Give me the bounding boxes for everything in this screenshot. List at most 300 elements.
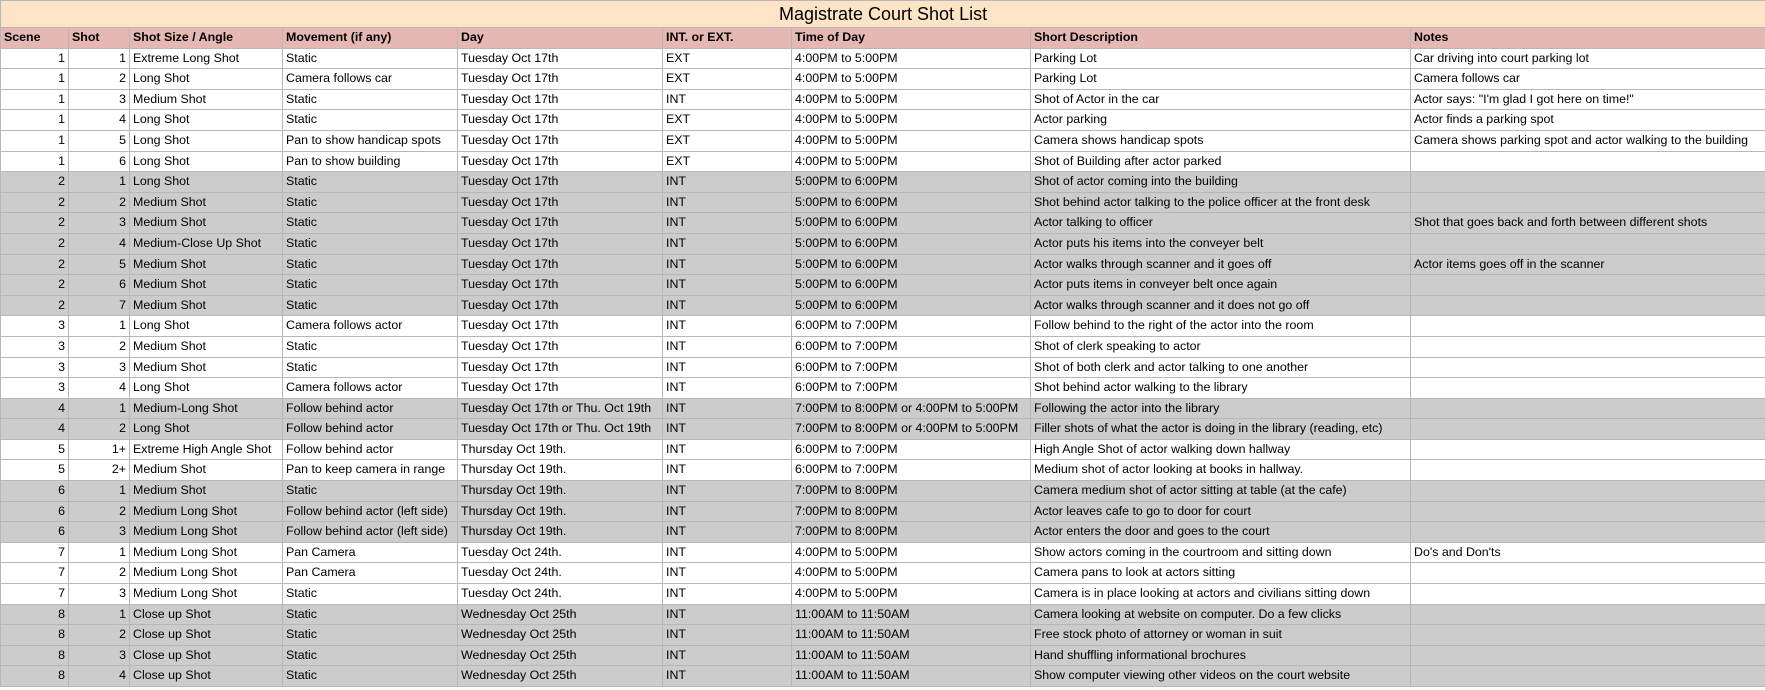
cell-time-of-day[interactable]: 5:00PM to 6:00PM: [792, 172, 1031, 193]
column-header-int-ext[interactable]: INT. or EXT.: [663, 28, 792, 49]
cell-short-description[interactable]: Actor leaves cafe to go to door for court: [1031, 501, 1411, 522]
cell-day[interactable]: Tuesday Oct 17th or Thu. Oct 19th: [458, 398, 663, 419]
cell-notes[interactable]: [1411, 625, 1765, 646]
column-header-movement[interactable]: Movement (if any): [283, 28, 458, 49]
cell-time-of-day[interactable]: 6:00PM to 7:00PM: [792, 357, 1031, 378]
cell-shot[interactable]: 4: [69, 110, 130, 131]
cell-scene[interactable]: 1: [1, 69, 69, 90]
cell-int-ext[interactable]: INT: [663, 584, 792, 605]
cell-shot-size[interactable]: Long Shot: [130, 316, 283, 337]
cell-day[interactable]: Tuesday Oct 17th: [458, 336, 663, 357]
cell-time-of-day[interactable]: 7:00PM to 8:00PM or 4:00PM to 5:00PM: [792, 398, 1031, 419]
cell-shot-size[interactable]: Medium Shot: [130, 192, 283, 213]
cell-shot-size[interactable]: Long Shot: [130, 130, 283, 151]
cell-movement[interactable]: Static: [283, 481, 458, 502]
cell-day[interactable]: Tuesday Oct 17th: [458, 110, 663, 131]
cell-shot-size[interactable]: Long Shot: [130, 110, 283, 131]
sheet-title[interactable]: Magistrate Court Shot List: [1, 1, 1765, 28]
cell-movement[interactable]: Static: [283, 336, 458, 357]
cell-notes[interactable]: [1411, 419, 1765, 440]
cell-shot[interactable]: 6: [69, 151, 130, 172]
cell-day[interactable]: Tuesday Oct 24th.: [458, 563, 663, 584]
cell-int-ext[interactable]: INT: [663, 233, 792, 254]
cell-scene[interactable]: 1: [1, 89, 69, 110]
cell-movement[interactable]: Follow behind actor: [283, 419, 458, 440]
cell-movement[interactable]: Follow behind actor (left side): [283, 522, 458, 543]
cell-short-description[interactable]: Shot of actor coming into the building: [1031, 172, 1411, 193]
cell-shot[interactable]: 4: [69, 233, 130, 254]
cell-scene[interactable]: 5: [1, 439, 69, 460]
cell-scene[interactable]: 6: [1, 522, 69, 543]
cell-scene[interactable]: 8: [1, 645, 69, 666]
cell-shot-size[interactable]: Medium Shot: [130, 295, 283, 316]
cell-int-ext[interactable]: INT: [663, 275, 792, 296]
cell-shot[interactable]: 2: [69, 563, 130, 584]
cell-int-ext[interactable]: INT: [663, 172, 792, 193]
cell-day[interactable]: Wednesday Oct 25th: [458, 604, 663, 625]
cell-scene[interactable]: 2: [1, 213, 69, 234]
cell-notes[interactable]: [1411, 316, 1765, 337]
cell-movement[interactable]: Static: [283, 254, 458, 275]
cell-notes[interactable]: Do's and Don'ts: [1411, 542, 1765, 563]
table-row: [1, 439, 1765, 460]
cell-notes[interactable]: [1411, 192, 1765, 213]
cell-short-description[interactable]: Filler shots of what the actor is doing in the library (reading, etc): [1031, 419, 1411, 440]
cell-int-ext[interactable]: INT: [663, 501, 792, 522]
cell-int-ext[interactable]: INT: [663, 563, 792, 584]
cell-day[interactable]: Tuesday Oct 17th: [458, 213, 663, 234]
cell-notes[interactable]: [1411, 481, 1765, 502]
cell-time-of-day[interactable]: 11:00AM to 11:50AM: [792, 645, 1031, 666]
column-header-time-of-day[interactable]: Time of Day: [792, 28, 1031, 49]
cell-time-of-day[interactable]: 7:00PM to 8:00PM: [792, 481, 1031, 502]
column-header-short-description[interactable]: Short Description: [1031, 28, 1411, 49]
cell-shot[interactable]: 1: [69, 48, 130, 69]
cell-time-of-day[interactable]: 5:00PM to 6:00PM: [792, 254, 1031, 275]
cell-short-description[interactable]: Follow behind to the right of the actor into the room: [1031, 316, 1411, 337]
cell-movement[interactable]: Static: [283, 192, 458, 213]
cell-short-description[interactable]: Camera pans to look at actors sitting: [1031, 563, 1411, 584]
cell-time-of-day[interactable]: 5:00PM to 6:00PM: [792, 192, 1031, 213]
cell-short-description[interactable]: Actor enters the door and goes to the court: [1031, 522, 1411, 543]
cell-day[interactable]: Tuesday Oct 17th: [458, 378, 663, 399]
cell-scene[interactable]: 1: [1, 151, 69, 172]
cell-time-of-day[interactable]: 7:00PM to 8:00PM: [792, 522, 1031, 543]
cell-notes[interactable]: [1411, 522, 1765, 543]
cell-notes[interactable]: [1411, 563, 1765, 584]
cell-shot-size[interactable]: Long Shot: [130, 151, 283, 172]
cell-movement[interactable]: Pan Camera: [283, 563, 458, 584]
cell-shot-size[interactable]: Medium Long Shot: [130, 501, 283, 522]
cell-time-of-day[interactable]: 4:00PM to 5:00PM: [792, 542, 1031, 563]
cell-scene[interactable]: 1: [1, 110, 69, 131]
cell-shot[interactable]: 1+: [69, 439, 130, 460]
cell-int-ext[interactable]: EXT: [663, 48, 792, 69]
table-row: [1, 336, 1765, 357]
column-header-day[interactable]: Day: [458, 28, 663, 49]
cell-scene[interactable]: 2: [1, 295, 69, 316]
cell-short-description[interactable]: Free stock photo of attorney or woman in suit: [1031, 625, 1411, 646]
cell-short-description[interactable]: Show actors coming in the courtroom and sitting down: [1031, 542, 1411, 563]
cell-time-of-day[interactable]: 4:00PM to 5:00PM: [792, 584, 1031, 605]
cell-time-of-day[interactable]: 7:00PM to 8:00PM: [792, 501, 1031, 522]
cell-day[interactable]: Tuesday Oct 17th: [458, 192, 663, 213]
cell-movement[interactable]: Static: [283, 604, 458, 625]
cell-short-description[interactable]: Medium shot of actor looking at books in hallway.: [1031, 460, 1411, 481]
table-row: [1, 172, 1765, 193]
cell-day[interactable]: Wednesday Oct 25th: [458, 625, 663, 646]
cell-notes[interactable]: [1411, 645, 1765, 666]
cell-scene[interactable]: 7: [1, 584, 69, 605]
cell-notes[interactable]: Actor says: "I'm glad I got here on time!": [1411, 89, 1765, 110]
cell-time-of-day[interactable]: 6:00PM to 7:00PM: [792, 460, 1031, 481]
cell-shot-size[interactable]: Medium-Close Up Shot: [130, 233, 283, 254]
cell-notes[interactable]: [1411, 666, 1765, 687]
cell-time-of-day[interactable]: 6:00PM to 7:00PM: [792, 336, 1031, 357]
cell-scene[interactable]: 2: [1, 254, 69, 275]
cell-short-description[interactable]: Show computer viewing other videos on the court website: [1031, 666, 1411, 687]
cell-day[interactable]: Tuesday Oct 17th: [458, 172, 663, 193]
cell-short-description[interactable]: Actor parking: [1031, 110, 1411, 131]
cell-shot[interactable]: 1: [69, 481, 130, 502]
cell-notes[interactable]: [1411, 151, 1765, 172]
cell-short-description[interactable]: Shot of Actor in the car: [1031, 89, 1411, 110]
cell-shot-size[interactable]: Medium Long Shot: [130, 542, 283, 563]
cell-short-description[interactable]: Shot of Building after actor parked: [1031, 151, 1411, 172]
cell-scene[interactable]: 3: [1, 336, 69, 357]
cell-scene[interactable]: 3: [1, 378, 69, 399]
cell-shot-size[interactable]: Medium-Long Shot: [130, 398, 283, 419]
cell-scene[interactable]: 4: [1, 398, 69, 419]
cell-notes[interactable]: [1411, 460, 1765, 481]
cell-int-ext[interactable]: EXT: [663, 151, 792, 172]
cell-int-ext[interactable]: INT: [663, 419, 792, 440]
cell-shot-size[interactable]: Medium Shot: [130, 213, 283, 234]
cell-notes[interactable]: [1411, 295, 1765, 316]
cell-movement[interactable]: Static: [283, 584, 458, 605]
cell-time-of-day[interactable]: 4:00PM to 5:00PM: [792, 69, 1031, 90]
cell-time-of-day[interactable]: 4:00PM to 5:00PM: [792, 130, 1031, 151]
cell-shot[interactable]: 5: [69, 130, 130, 151]
cell-notes[interactable]: [1411, 357, 1765, 378]
cell-day[interactable]: Tuesday Oct 17th: [458, 316, 663, 337]
cell-movement[interactable]: Static: [283, 213, 458, 234]
cell-int-ext[interactable]: INT: [663, 357, 792, 378]
cell-movement[interactable]: Static: [283, 233, 458, 254]
cell-int-ext[interactable]: INT: [663, 522, 792, 543]
cell-scene[interactable]: 1: [1, 48, 69, 69]
cell-shot[interactable]: 1: [69, 542, 130, 563]
cell-notes[interactable]: [1411, 336, 1765, 357]
cell-time-of-day[interactable]: 5:00PM to 6:00PM: [792, 233, 1031, 254]
cell-shot-size[interactable]: Close up Shot: [130, 666, 283, 687]
cell-scene[interactable]: 8: [1, 666, 69, 687]
cell-shot[interactable]: 3: [69, 213, 130, 234]
cell-int-ext[interactable]: INT: [663, 645, 792, 666]
cell-scene[interactable]: 7: [1, 563, 69, 584]
cell-day[interactable]: Tuesday Oct 17th: [458, 233, 663, 254]
cell-scene[interactable]: 6: [1, 481, 69, 502]
cell-short-description[interactable]: Shot behind actor talking to the police officer at the front desk: [1031, 192, 1411, 213]
cell-shot[interactable]: 2: [69, 69, 130, 90]
cell-notes[interactable]: [1411, 604, 1765, 625]
cell-short-description[interactable]: Actor walks through scanner and it does not go off: [1031, 295, 1411, 316]
cell-scene[interactable]: 2: [1, 275, 69, 296]
cell-short-description[interactable]: Parking Lot: [1031, 69, 1411, 90]
cell-notes[interactable]: [1411, 584, 1765, 605]
cell-time-of-day[interactable]: 4:00PM to 5:00PM: [792, 89, 1031, 110]
cell-shot-size[interactable]: Medium Shot: [130, 275, 283, 296]
cell-short-description[interactable]: Hand shuffling informational brochures: [1031, 645, 1411, 666]
cell-notes[interactable]: [1411, 501, 1765, 522]
cell-int-ext[interactable]: INT: [663, 604, 792, 625]
cell-scene[interactable]: 4: [1, 419, 69, 440]
column-header-shot-size[interactable]: Shot Size / Angle: [130, 28, 283, 49]
cell-shot[interactable]: 2: [69, 625, 130, 646]
cell-int-ext[interactable]: INT: [663, 378, 792, 399]
cell-movement[interactable]: Static: [283, 110, 458, 131]
cell-short-description[interactable]: Camera looking at website on computer. Do a few clicks: [1031, 604, 1411, 625]
cell-day[interactable]: Tuesday Oct 17th: [458, 357, 663, 378]
cell-time-of-day[interactable]: 11:00AM to 11:50AM: [792, 666, 1031, 687]
cell-short-description[interactable]: Parking Lot: [1031, 48, 1411, 69]
cell-day[interactable]: Tuesday Oct 17th or Thu. Oct 19th: [458, 419, 663, 440]
cell-time-of-day[interactable]: 4:00PM to 5:00PM: [792, 563, 1031, 584]
cell-scene[interactable]: 3: [1, 357, 69, 378]
cell-int-ext[interactable]: INT: [663, 254, 792, 275]
cell-short-description[interactable]: Shot of clerk speaking to actor: [1031, 336, 1411, 357]
cell-short-description[interactable]: High Angle Shot of actor walking down hallway: [1031, 439, 1411, 460]
cell-shot[interactable]: 2: [69, 336, 130, 357]
table-row: [1, 89, 1765, 110]
table-row: [1, 645, 1765, 666]
cell-int-ext[interactable]: INT: [663, 213, 792, 234]
cell-notes[interactable]: [1411, 233, 1765, 254]
cell-shot-size[interactable]: Medium Shot: [130, 481, 283, 502]
cell-shot-size[interactable]: Medium Shot: [130, 89, 283, 110]
table-row: [1, 316, 1765, 337]
cell-notes[interactable]: Shot that goes back and forth between different shots: [1411, 213, 1765, 234]
cell-shot[interactable]: 2: [69, 192, 130, 213]
cell-movement[interactable]: Follow behind actor: [283, 439, 458, 460]
cell-time-of-day[interactable]: 6:00PM to 7:00PM: [792, 378, 1031, 399]
cell-notes[interactable]: Actor finds a parking spot: [1411, 110, 1765, 131]
cell-int-ext[interactable]: INT: [663, 89, 792, 110]
cell-notes[interactable]: [1411, 275, 1765, 296]
cell-int-ext[interactable]: EXT: [663, 130, 792, 151]
cell-time-of-day[interactable]: 6:00PM to 7:00PM: [792, 316, 1031, 337]
cell-day[interactable]: Tuesday Oct 17th: [458, 151, 663, 172]
cell-shot-size[interactable]: Medium Long Shot: [130, 563, 283, 584]
cell-int-ext[interactable]: INT: [663, 481, 792, 502]
cell-shot[interactable]: 1: [69, 316, 130, 337]
cell-short-description[interactable]: Actor walks through scanner and it goes off: [1031, 254, 1411, 275]
cell-movement[interactable]: Static: [283, 275, 458, 296]
cell-shot[interactable]: 4: [69, 378, 130, 399]
cell-shot-size[interactable]: Medium Shot: [130, 460, 283, 481]
cell-day[interactable]: Tuesday Oct 17th: [458, 275, 663, 296]
cell-short-description[interactable]: Following the actor into the library: [1031, 398, 1411, 419]
cell-shot-size[interactable]: Medium Long Shot: [130, 522, 283, 543]
cell-notes[interactable]: [1411, 439, 1765, 460]
cell-day[interactable]: Tuesday Oct 17th: [458, 69, 663, 90]
cell-movement[interactable]: Static: [283, 645, 458, 666]
cell-time-of-day[interactable]: 4:00PM to 5:00PM: [792, 48, 1031, 69]
cell-movement[interactable]: Pan to keep camera in range: [283, 460, 458, 481]
cell-int-ext[interactable]: EXT: [663, 69, 792, 90]
cell-shot-size[interactable]: Medium Shot: [130, 357, 283, 378]
table-row: [1, 666, 1765, 687]
cell-shot-size[interactable]: Extreme Long Shot: [130, 48, 283, 69]
cell-shot[interactable]: 5: [69, 254, 130, 275]
cell-scene[interactable]: 5: [1, 460, 69, 481]
cell-day[interactable]: Thursday Oct 19th.: [458, 481, 663, 502]
cell-int-ext[interactable]: EXT: [663, 110, 792, 131]
cell-short-description[interactable]: Actor talking to officer: [1031, 213, 1411, 234]
cell-notes[interactable]: [1411, 378, 1765, 399]
cell-scene[interactable]: 2: [1, 233, 69, 254]
cell-movement[interactable]: Static: [283, 666, 458, 687]
cell-shot-size[interactable]: Medium Shot: [130, 254, 283, 275]
cell-time-of-day[interactable]: 6:00PM to 7:00PM: [792, 439, 1031, 460]
cell-movement[interactable]: Pan to show building: [283, 151, 458, 172]
cell-movement[interactable]: Static: [283, 295, 458, 316]
cell-day[interactable]: Tuesday Oct 17th: [458, 130, 663, 151]
cell-day[interactable]: Wednesday Oct 25th: [458, 645, 663, 666]
table-row: [1, 130, 1765, 151]
cell-shot-size[interactable]: Medium Shot: [130, 336, 283, 357]
cell-int-ext[interactable]: INT: [663, 625, 792, 646]
column-header-scene[interactable]: Scene: [1, 28, 69, 49]
cell-short-description[interactable]: Camera medium shot of actor sitting at table (at the cafe): [1031, 481, 1411, 502]
cell-time-of-day[interactable]: 11:00AM to 11:50AM: [792, 625, 1031, 646]
cell-shot[interactable]: 7: [69, 295, 130, 316]
cell-scene[interactable]: 3: [1, 316, 69, 337]
cell-shot-size[interactable]: Long Shot: [130, 378, 283, 399]
cell-shot[interactable]: 2+: [69, 460, 130, 481]
cell-day[interactable]: Tuesday Oct 24th.: [458, 584, 663, 605]
cell-time-of-day[interactable]: 7:00PM to 8:00PM or 4:00PM to 5:00PM: [792, 419, 1031, 440]
cell-day[interactable]: Tuesday Oct 17th: [458, 254, 663, 275]
cell-shot[interactable]: 6: [69, 275, 130, 296]
cell-int-ext[interactable]: INT: [663, 316, 792, 337]
cell-shot[interactable]: 1: [69, 398, 130, 419]
cell-movement[interactable]: Static: [283, 48, 458, 69]
cell-day[interactable]: Tuesday Oct 24th.: [458, 542, 663, 563]
cell-shot[interactable]: 3: [69, 645, 130, 666]
cell-movement[interactable]: Static: [283, 625, 458, 646]
cell-short-description[interactable]: Shot of both clerk and actor talking to one another: [1031, 357, 1411, 378]
cell-int-ext[interactable]: INT: [663, 666, 792, 687]
cell-day[interactable]: Wednesday Oct 25th: [458, 666, 663, 687]
cell-short-description[interactable]: Actor puts items in conveyer belt once again: [1031, 275, 1411, 296]
cell-shot[interactable]: 2: [69, 419, 130, 440]
cell-shot-size[interactable]: Long Shot: [130, 69, 283, 90]
cell-shot[interactable]: 4: [69, 666, 130, 687]
cell-time-of-day[interactable]: 5:00PM to 6:00PM: [792, 295, 1031, 316]
cell-shot-size[interactable]: Close up Shot: [130, 645, 283, 666]
cell-shot[interactable]: 3: [69, 89, 130, 110]
cell-shot[interactable]: 3: [69, 522, 130, 543]
cell-movement[interactable]: Static: [283, 357, 458, 378]
column-header-notes[interactable]: Notes: [1411, 28, 1765, 49]
cell-scene[interactable]: 8: [1, 625, 69, 646]
cell-notes[interactable]: Camera follows car: [1411, 69, 1765, 90]
cell-day[interactable]: Thursday Oct 19th.: [458, 439, 663, 460]
cell-shot-size[interactable]: Long Shot: [130, 172, 283, 193]
cell-time-of-day[interactable]: 11:00AM to 11:50AM: [792, 604, 1031, 625]
cell-int-ext[interactable]: INT: [663, 295, 792, 316]
cell-shot[interactable]: 3: [69, 357, 130, 378]
cell-shot[interactable]: 1: [69, 604, 130, 625]
cell-int-ext[interactable]: INT: [663, 542, 792, 563]
table-row: [1, 192, 1765, 213]
cell-shot[interactable]: 2: [69, 501, 130, 522]
cell-scene[interactable]: 1: [1, 130, 69, 151]
cell-scene[interactable]: 2: [1, 192, 69, 213]
cell-time-of-day[interactable]: 4:00PM to 5:00PM: [792, 151, 1031, 172]
cell-movement[interactable]: Pan to show handicap spots: [283, 130, 458, 151]
cell-movement[interactable]: Camera follows actor: [283, 378, 458, 399]
cell-shot-size[interactable]: Extreme High Angle Shot: [130, 439, 283, 460]
table-row: [1, 563, 1765, 584]
cell-int-ext[interactable]: INT: [663, 460, 792, 481]
cell-movement[interactable]: Follow behind actor (left side): [283, 501, 458, 522]
cell-short-description[interactable]: Camera shows handicap spots: [1031, 130, 1411, 151]
cell-movement[interactable]: Static: [283, 172, 458, 193]
cell-shot-size[interactable]: Medium Long Shot: [130, 584, 283, 605]
cell-int-ext[interactable]: INT: [663, 398, 792, 419]
cell-int-ext[interactable]: INT: [663, 192, 792, 213]
cell-movement[interactable]: Static: [283, 89, 458, 110]
cell-shot-size[interactable]: Close up Shot: [130, 625, 283, 646]
cell-scene[interactable]: 6: [1, 501, 69, 522]
column-header-shot[interactable]: Shot: [69, 28, 130, 49]
cell-day[interactable]: Tuesday Oct 17th: [458, 48, 663, 69]
cell-notes[interactable]: Actor items goes off in the scanner: [1411, 254, 1765, 275]
cell-scene[interactable]: 8: [1, 604, 69, 625]
cell-short-description[interactable]: Shot behind actor walking to the library: [1031, 378, 1411, 399]
cell-movement[interactable]: Pan Camera: [283, 542, 458, 563]
cell-movement[interactable]: Camera follows actor: [283, 316, 458, 337]
cell-shot-size[interactable]: Close up Shot: [130, 604, 283, 625]
cell-notes[interactable]: [1411, 172, 1765, 193]
cell-notes[interactable]: [1411, 398, 1765, 419]
cell-notes[interactable]: Camera shows parking spot and actor walking to the building: [1411, 130, 1765, 151]
cell-int-ext[interactable]: INT: [663, 439, 792, 460]
cell-short-description[interactable]: Camera is in place looking at actors and civilians sitting down: [1031, 584, 1411, 605]
cell-notes[interactable]: Car driving into court parking lot: [1411, 48, 1765, 69]
cell-int-ext[interactable]: INT: [663, 336, 792, 357]
cell-day[interactable]: Thursday Oct 19th.: [458, 501, 663, 522]
cell-time-of-day[interactable]: 5:00PM to 6:00PM: [792, 213, 1031, 234]
cell-movement[interactable]: Camera follows car: [283, 69, 458, 90]
cell-time-of-day[interactable]: 5:00PM to 6:00PM: [792, 275, 1031, 296]
cell-scene[interactable]: 7: [1, 542, 69, 563]
cell-day[interactable]: Thursday Oct 19th.: [458, 522, 663, 543]
cell-day[interactable]: Tuesday Oct 17th: [458, 89, 663, 110]
cell-shot-size[interactable]: Long Shot: [130, 419, 283, 440]
cell-day[interactable]: Tuesday Oct 17th: [458, 295, 663, 316]
table-row: [1, 584, 1765, 605]
cell-day[interactable]: Thursday Oct 19th.: [458, 460, 663, 481]
cell-shot[interactable]: 3: [69, 584, 130, 605]
cell-movement[interactable]: Follow behind actor: [283, 398, 458, 419]
cell-shot[interactable]: 1: [69, 172, 130, 193]
cell-time-of-day[interactable]: 4:00PM to 5:00PM: [792, 110, 1031, 131]
cell-scene[interactable]: 2: [1, 172, 69, 193]
cell-short-description[interactable]: Actor puts his items into the conveyer belt: [1031, 233, 1411, 254]
